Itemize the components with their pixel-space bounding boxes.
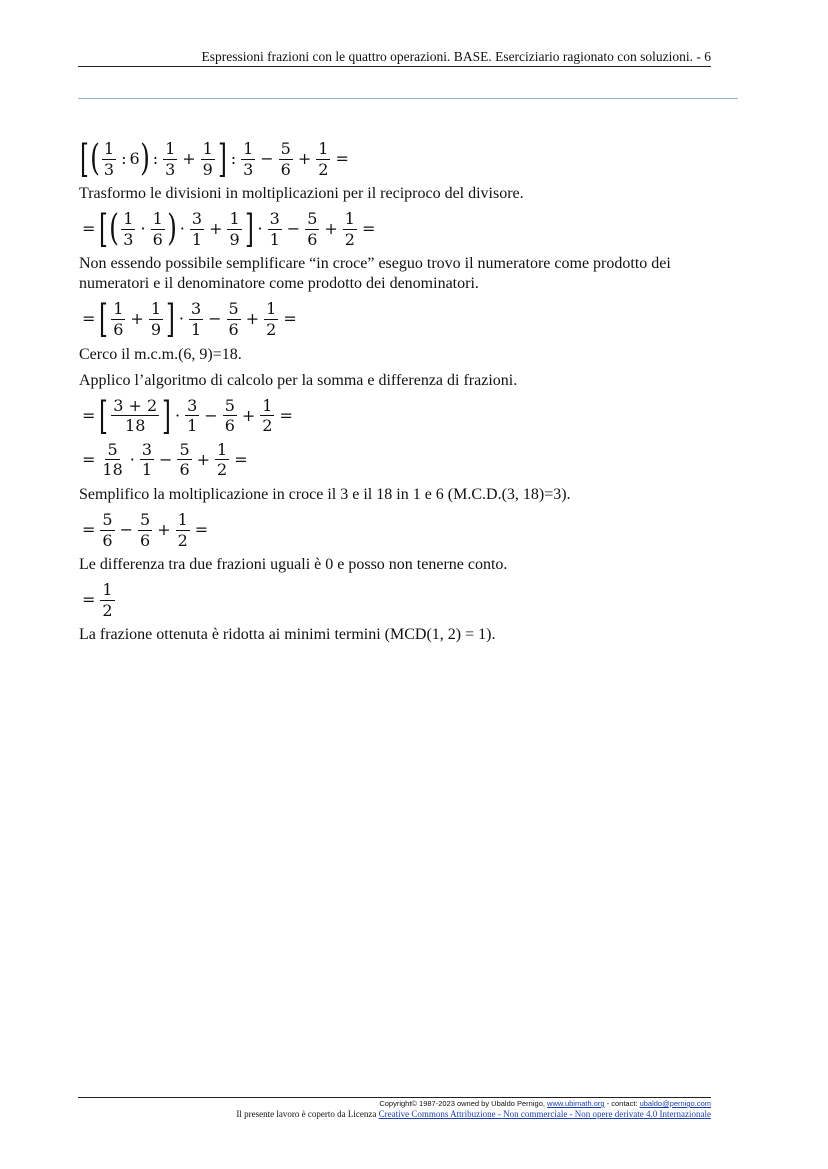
colon-operator: :: [230, 149, 237, 169]
denominator: 2: [318, 159, 329, 179]
denominator: 2: [344, 229, 355, 249]
bracket-close: ]: [244, 207, 254, 252]
fraction: [163, 140, 177, 178]
bracket-open: [: [99, 393, 109, 438]
contact-label: - contact:: [604, 1099, 640, 1108]
denominator: 6: [307, 229, 318, 249]
bracket-open: [: [99, 207, 109, 252]
fraction: [111, 397, 159, 435]
denominator: 6: [179, 460, 190, 480]
footer-copyright: [379, 1099, 711, 1108]
fraction: [223, 397, 237, 435]
bracket-close: ]: [165, 297, 175, 342]
minus-operator: −: [286, 219, 301, 239]
minus-operator: −: [204, 405, 218, 425]
fraction: [343, 210, 357, 248]
numerator: 1: [318, 139, 329, 158]
denominator: 6: [102, 530, 113, 550]
denominator: 9: [229, 229, 240, 249]
denominator: 3: [243, 159, 254, 179]
numerator: 1: [152, 209, 163, 229]
colon-operator: :: [121, 149, 127, 169]
fraction: [177, 441, 191, 479]
fraction: [227, 300, 241, 338]
email-link[interactable]: ubaldo@pernigo.com: [639, 1099, 711, 1108]
equals-sign: =: [82, 520, 96, 540]
plus-operator: +: [182, 149, 196, 169]
math-expression-step1: [79, 207, 739, 252]
numerator: 5: [140, 509, 151, 529]
denominator: 1: [190, 319, 202, 339]
license-text: Il presente lavoro è coperto da Licenza: [236, 1109, 379, 1119]
numerator: 5: [107, 439, 118, 459]
equals-sign: =: [82, 219, 96, 239]
fraction: [201, 140, 215, 178]
colon-operator: :: [152, 149, 159, 169]
denominator: 1: [269, 229, 280, 249]
fraction: [176, 511, 190, 549]
math-expression-step5: [79, 511, 739, 549]
math-expression-result: [79, 581, 739, 619]
plus-operator: +: [157, 520, 171, 540]
section-divider: [78, 98, 738, 99]
fraction: [241, 140, 255, 178]
fraction: [138, 511, 152, 549]
fraction: [100, 441, 124, 479]
minus-operator: −: [159, 449, 173, 469]
minus-operator: −: [208, 309, 222, 329]
equals-sign: =: [82, 449, 96, 469]
denominator: 6: [152, 229, 163, 249]
plus-operator: +: [196, 449, 211, 469]
numerator: 3: [187, 395, 198, 415]
dot-operator: ·: [178, 309, 184, 329]
numerator: 3: [191, 209, 203, 229]
page-header: Espressioni frazioni con le quattro operazioni. BASE. Eserciziario ragionato con soluzioni. - 6: [201, 49, 711, 64]
numerator: 1: [243, 139, 254, 158]
paren-close: ): [166, 208, 177, 250]
dot-operator: ·: [175, 405, 181, 425]
denominator: 1: [187, 416, 198, 436]
plus-operator: +: [245, 309, 260, 329]
numerator: 1: [103, 139, 115, 158]
denominator: 6: [113, 319, 124, 339]
math-expression-step2: [79, 297, 739, 342]
dot-operator: ·: [179, 219, 185, 239]
fraction: [100, 581, 114, 619]
fraction: [279, 140, 293, 178]
equals-sign: =: [335, 149, 349, 169]
math-expression-original: [79, 137, 739, 182]
numerator: 1: [262, 395, 273, 415]
equals-sign: =: [82, 590, 96, 610]
fraction: [316, 140, 330, 178]
website-link[interactable]: www.ubimath.org: [547, 1099, 605, 1108]
numerator: 1: [266, 299, 277, 319]
fraction: [111, 300, 125, 338]
fraction: [264, 300, 278, 338]
paren-open: (: [89, 138, 100, 180]
numerator: 3: [141, 439, 153, 459]
plus-operator: +: [209, 219, 223, 239]
plus-operator: +: [324, 219, 338, 239]
denominator: 2: [262, 416, 273, 436]
fraction: [185, 397, 199, 435]
equals-sign: =: [82, 309, 96, 329]
explanation-text: Semplifico la moltiplicazione in croce il 3 e il 18 in 1 e 6 (M.C.D.(3, 18)=3).: [79, 485, 571, 503]
fraction: [121, 210, 135, 248]
equals-sign: =: [279, 405, 293, 425]
fraction: [140, 441, 154, 479]
footer-rule: [78, 1097, 711, 1098]
numerator: 3: [269, 209, 280, 229]
denominator: 6: [224, 416, 235, 436]
header-rule: [78, 66, 711, 67]
denominator: 2: [102, 600, 113, 620]
numerator: 1: [123, 209, 134, 229]
conclusion-text: La frazione ottenuta è ridotta ai minimi termini (MCD(1, 2) = 1).: [79, 626, 496, 644]
numerator: 3: [190, 299, 202, 319]
equals-sign: =: [361, 219, 376, 239]
denominator: 1: [191, 229, 203, 249]
bracket-open: [: [79, 137, 89, 182]
denominator: 1: [141, 460, 153, 480]
numerator: 1: [113, 299, 124, 319]
fraction: [268, 210, 282, 248]
numerator: 1: [150, 299, 162, 319]
numerator: 1: [202, 139, 213, 158]
denominator: 2: [266, 319, 277, 339]
equals-sign: =: [283, 309, 297, 329]
numerator: 5: [224, 395, 235, 415]
bracket-close: ]: [162, 393, 172, 438]
license-link[interactable]: Creative Commons Attribuzione - Non commerciale - Non opere derivate 4.0 Internazionale: [378, 1109, 711, 1119]
denominator: 9: [202, 159, 213, 179]
numerator: 5: [228, 299, 239, 319]
plus-operator: +: [241, 405, 256, 425]
solution-content: [79, 137, 739, 651]
fraction: [260, 397, 274, 435]
numerator: 3 + 2: [113, 395, 158, 415]
fraction: [100, 511, 114, 549]
equals-sign: =: [82, 405, 96, 425]
dot-operator: ·: [129, 449, 135, 469]
denominator: 6: [140, 530, 151, 550]
numerator: 1: [344, 209, 355, 229]
dot-operator: ·: [140, 219, 146, 239]
plus-operator: +: [130, 309, 144, 329]
numerator: 5: [179, 439, 190, 459]
denominator: 9: [150, 319, 162, 339]
explanation-text: Cerco il m.c.m.(6, 9)=18.: [79, 345, 242, 363]
fraction: [189, 300, 203, 338]
paren-close: ): [139, 138, 150, 180]
numerator: 1: [229, 209, 240, 229]
explanation-text: Le differenza tra due frazioni uguali è 0 e posso non tenerne conto.: [79, 556, 508, 574]
math-expression-step3: [79, 393, 739, 438]
integer: 6: [129, 149, 140, 169]
numerator: 1: [217, 439, 228, 459]
numerator: 1: [102, 580, 113, 600]
denominator: 6: [280, 159, 291, 179]
paren-open: (: [109, 208, 120, 250]
denominator: 3: [123, 229, 134, 249]
fraction: [102, 140, 116, 178]
denominator: 2: [217, 460, 228, 480]
numerator: 1: [177, 509, 188, 529]
fraction: [190, 210, 204, 248]
numerator: 5: [280, 139, 291, 158]
denominator: 18: [125, 416, 146, 436]
explanation-text: Trasformo le divisioni in moltiplicazioni per il reciproco del divisore.: [79, 185, 524, 203]
fraction: [227, 210, 241, 248]
explanation-text: Applico l’algoritmo di calcolo per la somma e differenza di frazioni.: [79, 371, 518, 389]
numerator: 1: [165, 139, 176, 158]
numerator: 5: [102, 509, 113, 529]
bracket-open: [: [99, 297, 109, 342]
denominator: 2: [177, 530, 188, 550]
denominator: 6: [228, 319, 239, 339]
explanation-text: Non essendo possibile semplificare “in croce” eseguo trovo il numeratore come prodotto dei numeratori e il denominatore come prodotto dei denominatori.: [79, 255, 671, 293]
equals-sign: =: [194, 520, 209, 540]
math-expression-step4: [79, 441, 739, 479]
equals-sign: =: [234, 449, 248, 469]
fraction: [149, 300, 163, 338]
numerator: 5: [307, 209, 318, 229]
denominator: 3: [165, 159, 176, 179]
fraction: [215, 441, 229, 479]
minus-operator: −: [260, 149, 274, 169]
dot-operator: ·: [257, 219, 263, 239]
copyright-text: Copyright© 1987-2023 owned by Ubaldo Pernigo,: [379, 1099, 548, 1108]
fraction: [151, 210, 165, 248]
minus-operator: −: [119, 520, 133, 540]
bracket-close: ]: [217, 137, 227, 182]
denominator: 18: [102, 460, 123, 480]
denominator: 3: [103, 159, 115, 179]
plus-operator: +: [297, 149, 312, 169]
fraction: [305, 210, 319, 248]
footer-license: [236, 1109, 711, 1119]
